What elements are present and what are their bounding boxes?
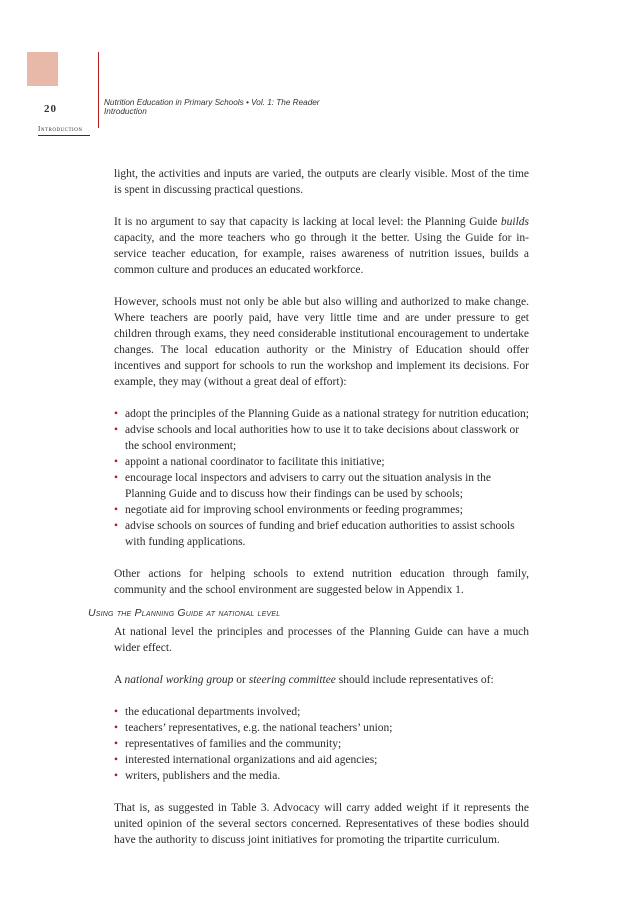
page-number: 20 — [44, 103, 57, 115]
list-item: • the educational departments involved; — [114, 704, 529, 720]
section-2-emphasis-1: national working group — [124, 674, 234, 686]
section-heading: Using the Planning Guide at national level — [88, 607, 281, 619]
section-tag: Introduction — [38, 125, 83, 133]
representatives-list — [114, 704, 529, 784]
header-divider — [98, 52, 99, 128]
section-2-emphasis-2: steering committee — [248, 674, 336, 686]
action-list — [114, 406, 529, 550]
list-item: • writers, publishers and the media. — [114, 768, 529, 784]
paragraph-1: light, the activities and inputs are varied, the outputs are clearly visible. Most of the time is spent in discussing practical questions. — [114, 168, 529, 196]
section-2-body — [114, 624, 529, 864]
section-2-paragraph-2-text-b: should include representatives of: — [335, 674, 494, 686]
section-2-paragraph-3: That is, as suggested in Table 3. Advocacy will carry added weight if it represents the united opinion of the several sectors concerned. Representatives of these bodies should have the authority to discuss joint initiatives for promoting the tripartite curriculum. — [114, 802, 529, 846]
paragraph-3: However, schools must not only be able but also willing and authorized to make change. Where teachers are poorly paid, have very little time and are under pressure to get children through exams, they need considerable institutional encouragement to undertake changes. The local education authority or the Ministry of Education should offer incentives and support for schools to run the workshop and implement its decisions. For example, they may (without a great deal of effort): — [114, 296, 529, 388]
running-header-subtitle: Introduction — [104, 107, 147, 116]
list-item: • advise schools and local authorities how to use it to take decisions about classwork or the school environment; — [114, 422, 529, 454]
list-item: • adopt the principles of the Planning Guide as a national strategy for nutrition education; — [114, 406, 529, 422]
list-item: • teachers’ representatives, e.g. the national teachers’ union; — [114, 720, 529, 736]
section-tag-underline — [38, 135, 90, 136]
section-2-paragraph-2-text-a: A — [114, 674, 125, 686]
paragraph-2-text-b: capacity, and the more teachers who go through it the better. Using the Guide for in-service teacher education, for example, raises awareness of nutrition issues, builds a common culture and produces an educated workforce. — [114, 232, 529, 276]
list-item: • interested international organizations and aid agencies; — [114, 752, 529, 768]
list-item: • encourage local inspectors and advisers to carry out the situation analysis in the Planning Guide and to discuss how their findings can be used by schools; — [114, 470, 529, 502]
paragraph-2-text-a: It is no argument to say that capacity is lacking at local level: the Planning Guide — [114, 216, 501, 228]
running-header-title: Nutrition Education in Primary Schools • Vol. 1: The Reader — [104, 98, 320, 107]
section-2-paragraph-1: At national level the principles and processes of the Planning Guide can have a much wider effect. — [114, 626, 529, 654]
paragraph-2 — [114, 214, 529, 278]
list-item: • advise schools on sources of funding and brief education authorities to assist schools with funding applications. — [114, 518, 529, 550]
list-item: • appoint a national coordinator to facilitate this initiative; — [114, 454, 529, 470]
list-item: • negotiate aid for improving school environments or feeding programmes; — [114, 502, 529, 518]
body-text — [114, 166, 529, 614]
paragraph-4: Other actions for helping schools to extend nutrition education through family, community and the school environment are suggested below in Appendix 1. — [114, 568, 529, 596]
list-item: • representatives of families and the community; — [114, 736, 529, 752]
corner-color-block — [27, 52, 58, 86]
section-2-paragraph-2 — [114, 672, 529, 688]
section-2-paragraph-2-text-mid: or — [233, 674, 249, 686]
paragraph-2-emphasis: builds — [500, 216, 529, 228]
